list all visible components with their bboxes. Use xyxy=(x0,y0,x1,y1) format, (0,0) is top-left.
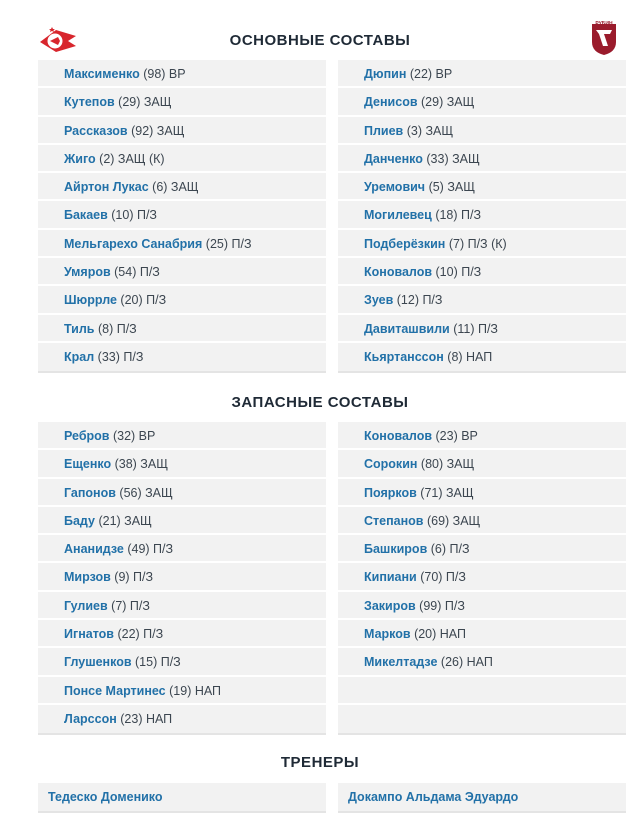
player-row xyxy=(38,258,326,286)
player-row xyxy=(338,201,626,229)
player-row xyxy=(338,230,626,258)
player-row xyxy=(338,258,626,286)
coach-name-home[interactable]: Тедеско Доменико xyxy=(48,790,163,804)
player-row xyxy=(38,286,326,314)
player-meta: (33) П/З xyxy=(97,349,144,364)
player-name-link[interactable]: Плиев xyxy=(364,123,404,138)
player-name-link[interactable]: Зуев xyxy=(364,293,394,308)
player-meta: (29) ЗАЩ xyxy=(421,95,475,110)
player-meta: (26) НАП xyxy=(440,655,493,670)
player-row xyxy=(38,422,326,450)
player-meta: (33) ЗАЩ xyxy=(426,151,480,166)
player-row xyxy=(338,479,626,507)
player-row xyxy=(38,60,326,88)
away-coach xyxy=(338,783,626,813)
player-meta: (12) П/З xyxy=(396,293,443,308)
player-name-link[interactable]: Дюпин xyxy=(364,67,407,81)
player-name-link[interactable]: Баду xyxy=(64,513,95,528)
player-meta: (19) НАП xyxy=(169,683,222,698)
player-name-link[interactable]: Давиташвили xyxy=(364,321,450,336)
player-meta: (6) ЗАЩ xyxy=(152,180,199,195)
player-meta: (38) ЗАЩ xyxy=(114,457,168,472)
player-name-link[interactable]: Мельгарехо Санабрия xyxy=(64,236,203,251)
player-meta: (54) П/З xyxy=(114,265,160,280)
player-name-link[interactable]: Поярков xyxy=(364,485,417,500)
player-name-link[interactable]: Айртон Лукас xyxy=(64,180,149,195)
player-name-link[interactable]: Мирзов xyxy=(64,570,111,585)
player-row xyxy=(338,592,626,620)
player-name-link[interactable]: Бакаев xyxy=(64,208,108,223)
player-name-link[interactable]: Максименко xyxy=(64,67,140,81)
player-name-link[interactable]: Коновалов xyxy=(364,429,433,443)
player-meta: (20) П/З xyxy=(120,293,167,308)
player-row xyxy=(38,507,326,535)
player-row xyxy=(38,479,326,507)
player-row xyxy=(338,315,626,343)
player-meta: (98) ВР xyxy=(143,67,186,81)
player-row xyxy=(38,88,326,116)
player-name-link[interactable]: Сорокин xyxy=(364,457,418,472)
player-row xyxy=(38,315,326,343)
section-title-main: ОСНОВНЫЕ СОСТАВЫ xyxy=(229,32,411,49)
player-meta: (80) ЗАЩ xyxy=(420,457,475,472)
player-row xyxy=(38,535,326,563)
player-name-link[interactable]: Могилевец xyxy=(364,208,432,223)
player-meta: (10) П/З xyxy=(435,265,482,280)
player-row xyxy=(38,620,326,648)
player-meta: (22) П/З xyxy=(117,627,164,642)
player-row xyxy=(338,620,626,648)
player-row xyxy=(38,705,326,733)
player-row xyxy=(38,648,326,676)
player-meta: (7) П/З (К) xyxy=(448,236,507,251)
player-name-link[interactable]: Кутепов xyxy=(64,95,115,110)
player-row xyxy=(338,286,626,314)
player-name-link[interactable]: Тиль xyxy=(64,321,95,336)
player-meta: (49) П/З xyxy=(127,542,174,557)
player-name-link[interactable]: Умяров xyxy=(64,265,111,280)
player-name-link[interactable]: Ещенко xyxy=(64,457,112,472)
player-row xyxy=(338,535,626,563)
home-lineup-subs xyxy=(38,422,326,735)
player-name-link[interactable]: Марков xyxy=(364,627,411,642)
home-coach xyxy=(38,783,326,813)
player-row xyxy=(338,507,626,535)
player-row xyxy=(338,60,626,88)
player-row xyxy=(338,705,626,733)
player-meta: (32) ВР xyxy=(112,429,156,443)
player-name-link[interactable]: Жиго xyxy=(64,151,96,166)
player-name-link[interactable]: Шюррле xyxy=(64,293,117,308)
player-name-link[interactable]: Ларссон xyxy=(64,711,117,726)
player-meta: (11) П/З xyxy=(453,321,498,336)
player-row xyxy=(338,173,626,201)
section-title-subs: ЗАПАСНЫЕ СОСТАВЫ xyxy=(231,394,409,411)
player-name-link[interactable]: Данченко xyxy=(364,151,423,166)
player-meta: (5) ЗАЩ xyxy=(428,180,475,195)
player-row xyxy=(338,563,626,591)
player-row xyxy=(38,117,326,145)
player-row xyxy=(38,677,326,705)
section-title-coaches: ТРЕНЕРЫ xyxy=(280,754,360,771)
player-name-link[interactable]: Глушенков xyxy=(64,655,132,670)
player-meta: (29) ЗАЩ xyxy=(118,95,172,110)
player-name-link[interactable]: Ананидзе xyxy=(64,542,124,557)
player-name-link[interactable]: Рассказов xyxy=(64,123,128,138)
player-row xyxy=(338,343,626,371)
player-meta: (56) ЗАЩ xyxy=(119,485,173,500)
player-name-link[interactable]: Денисов xyxy=(364,95,418,110)
player-meta: (8) П/З xyxy=(97,321,137,336)
player-row xyxy=(338,677,626,705)
away-lineup-main xyxy=(338,60,626,373)
player-name-link[interactable]: Коновалов xyxy=(364,265,433,280)
player-meta: (10) П/З xyxy=(111,208,157,223)
player-name-link[interactable]: Кьяртанссон xyxy=(364,349,444,364)
player-row xyxy=(338,117,626,145)
player-meta: (7) П/З xyxy=(111,598,150,613)
player-row xyxy=(38,343,326,371)
player-name-link[interactable]: Микелтадзе xyxy=(364,655,438,670)
player-name-link[interactable]: Башкиров xyxy=(364,542,428,557)
player-row xyxy=(338,422,626,450)
player-name-link[interactable]: Понсе Мартинес xyxy=(64,683,166,698)
player-row xyxy=(338,450,626,478)
player-meta: (18) П/З xyxy=(435,208,482,223)
player-meta: (3) ЗАЩ xyxy=(406,123,454,138)
player-meta: (22) ВР xyxy=(409,67,453,81)
player-row xyxy=(338,145,626,173)
player-meta: (8) НАП xyxy=(447,349,493,364)
player-meta: (6) П/З xyxy=(430,542,470,557)
player-row xyxy=(38,145,326,173)
player-name-link[interactable]: Уремович xyxy=(364,180,426,195)
player-meta: (23) ВР xyxy=(435,429,478,443)
rubin-logo-text: РУБИН xyxy=(595,21,613,27)
player-row xyxy=(338,648,626,676)
player-name-link[interactable]: Ребров xyxy=(64,429,110,443)
player-row xyxy=(38,592,326,620)
player-name-link[interactable]: Кипиани xyxy=(364,570,417,585)
player-meta: (2) ЗАЩ (К) xyxy=(99,151,165,166)
player-meta: (23) НАП xyxy=(120,711,173,726)
player-meta: (70) П/З xyxy=(420,570,466,585)
player-name-link[interactable]: Крал xyxy=(64,349,95,364)
player-row xyxy=(38,450,326,478)
player-meta: (69) ЗАЩ xyxy=(426,513,481,528)
away-lineup-subs xyxy=(338,422,626,735)
player-meta: (21) ЗАЩ xyxy=(98,513,152,528)
player-meta: (15) П/З xyxy=(135,655,181,670)
player-meta: (9) П/З xyxy=(114,570,154,585)
player-meta: (20) НАП xyxy=(414,627,466,642)
player-name-link[interactable]: Игнатов xyxy=(64,627,114,642)
home-lineup-main xyxy=(38,60,326,373)
coach-name-away[interactable]: Докампо Альдама Эдуардо xyxy=(348,790,519,804)
player-row xyxy=(338,88,626,116)
player-meta: (25) П/З xyxy=(205,236,252,251)
player-name-link[interactable]: Гулиев xyxy=(64,598,108,613)
player-row xyxy=(38,173,326,201)
player-meta: (92) ЗАЩ xyxy=(131,123,185,138)
player-name-link[interactable]: Степанов xyxy=(364,513,424,528)
player-name-link[interactable]: Закиров xyxy=(364,598,416,613)
player-row xyxy=(38,201,326,229)
player-name-link[interactable]: Подберёзкин xyxy=(364,236,446,251)
player-meta: (71) ЗАЩ xyxy=(420,485,474,500)
player-meta: (99) П/З xyxy=(419,598,465,613)
player-row xyxy=(38,563,326,591)
player-row xyxy=(38,230,326,258)
player-name-link[interactable]: Гапонов xyxy=(64,485,116,500)
